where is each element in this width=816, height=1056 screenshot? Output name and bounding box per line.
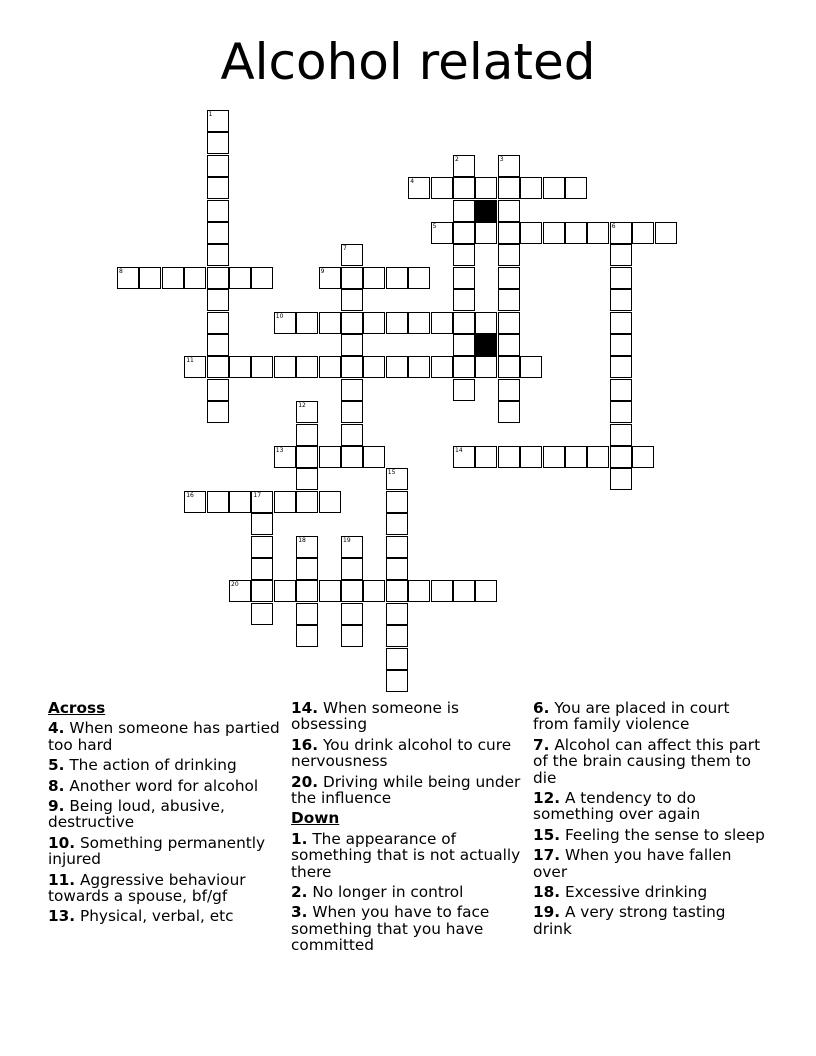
crossword-cell[interactable] <box>207 267 229 289</box>
crossword-cell[interactable] <box>207 356 229 378</box>
clue-number-15: 15 <box>387 469 396 477</box>
crossword-cell[interactable] <box>610 334 632 356</box>
clue-column-2 <box>291 700 526 958</box>
crossword-cell[interactable] <box>229 491 251 513</box>
crossword-cell[interactable] <box>386 267 408 289</box>
clue-text: Something permanently injured <box>48 833 266 869</box>
clue-number: 19. <box>533 903 561 922</box>
down-clue <box>533 884 768 900</box>
crossword-cell[interactable] <box>274 491 296 513</box>
crossword-cell[interactable] <box>229 267 251 289</box>
clue-text: Excessive drinking <box>560 883 708 902</box>
clue-text: You drink alcohol to cure nervousness <box>291 735 512 771</box>
clue-number-17: 17 <box>253 491 262 499</box>
clue-number: 3. <box>291 903 308 922</box>
crossword-cell[interactable] <box>207 289 229 311</box>
crossword-cell[interactable] <box>543 177 565 199</box>
crossword-cell[interactable] <box>610 424 632 446</box>
crossword-cell[interactable] <box>453 177 475 199</box>
crossword-cell[interactable] <box>251 356 273 378</box>
clue-number: 16. <box>291 735 319 754</box>
clue-number-1: 1 <box>208 111 213 118</box>
crossword-cell[interactable] <box>386 468 408 490</box>
crossword-cell[interactable] <box>341 401 363 423</box>
clue-number: 13. <box>48 907 76 926</box>
clue-number: 10. <box>48 833 76 852</box>
crossword-cell[interactable] <box>117 267 139 289</box>
clue-number-20: 20 <box>231 581 239 589</box>
clue-number-18: 18 <box>298 536 306 544</box>
clue-number: 18. <box>533 883 561 902</box>
crossword-cell[interactable] <box>498 312 520 334</box>
clue-text: Physical, verbal, etc <box>75 907 234 926</box>
crossword-cell[interactable] <box>341 267 363 289</box>
crossword-cell[interactable] <box>587 222 609 244</box>
down-clue <box>291 884 526 900</box>
crossword-cell[interactable] <box>408 267 430 289</box>
clue-number-19: 19 <box>343 536 351 544</box>
clue-number: 5. <box>48 756 65 775</box>
crossword-cell[interactable] <box>520 222 542 244</box>
crossword-cell[interactable] <box>386 670 408 692</box>
crossword-cell[interactable] <box>296 603 318 625</box>
clue-text: You are placed in court from family violence <box>533 699 730 734</box>
crossword-cell[interactable] <box>610 267 632 289</box>
crossword-cell[interactable] <box>520 356 542 378</box>
crossword-cell[interactable] <box>655 222 677 244</box>
clue-text: When someone has partied too hard <box>48 719 280 754</box>
clue-text: The action of drinking <box>64 756 237 775</box>
crossword-cell[interactable] <box>363 356 385 378</box>
across-heading: Across <box>48 699 106 717</box>
crossword-cell[interactable] <box>207 244 229 266</box>
crossword-cell[interactable] <box>453 580 475 602</box>
crossword-cell[interactable] <box>296 491 318 513</box>
clue-number: 9. <box>48 797 65 816</box>
across-clue <box>48 908 283 924</box>
crossword-cell[interactable] <box>453 155 475 177</box>
crossword-cell[interactable] <box>207 222 229 244</box>
clue-number-10: 10 <box>275 312 284 320</box>
crossword-cell[interactable] <box>431 222 453 244</box>
crossword-cell[interactable] <box>386 536 408 558</box>
clue-number: 1. <box>291 829 308 848</box>
crossword-cell[interactable] <box>610 356 632 378</box>
across-clue <box>48 835 283 868</box>
crossword-cell[interactable] <box>319 356 341 378</box>
crossword-cell[interactable] <box>610 401 632 423</box>
crossword-cell[interactable] <box>408 580 430 602</box>
crossword-cell[interactable] <box>229 356 251 378</box>
crossword-cell[interactable] <box>341 424 363 446</box>
clue-number: 14. <box>291 699 319 717</box>
crossword-cell[interactable] <box>341 379 363 401</box>
clue-number: 4. <box>48 719 65 738</box>
crossword-cell[interactable] <box>386 648 408 670</box>
crossword-cell[interactable] <box>453 334 475 356</box>
crossword-cell[interactable] <box>274 356 296 378</box>
crossword-cell[interactable] <box>386 580 408 602</box>
crossword-cell[interactable] <box>498 177 520 199</box>
clue-number-2: 2 <box>455 155 459 163</box>
crossword-cell[interactable] <box>341 244 363 266</box>
crossword-cell[interactable] <box>543 446 565 468</box>
crossword-cell[interactable] <box>319 580 341 602</box>
clue-text: No longer in control <box>307 883 464 902</box>
clue-number-13: 13 <box>275 447 284 454</box>
crossword-cell[interactable] <box>162 267 184 289</box>
clue-text: When you have fallen over <box>533 846 732 881</box>
clue-number-6: 6 <box>611 223 616 230</box>
crossword-cell[interactable] <box>610 222 632 244</box>
clue-number-14: 14 <box>455 447 463 454</box>
across-clue <box>291 700 526 733</box>
crossword-cell[interactable] <box>229 580 251 602</box>
clue-number: 17. <box>533 846 561 865</box>
crossword-cell[interactable] <box>251 558 273 580</box>
crossword-cell[interactable] <box>207 334 229 356</box>
clue-number-7: 7 <box>343 245 347 253</box>
crossword-cell[interactable] <box>498 334 520 356</box>
clue-number: 6. <box>533 699 550 717</box>
clue-text: Feeling the sense to sleep <box>560 825 765 844</box>
crossword-cell[interactable] <box>610 244 632 266</box>
crossword-cell[interactable] <box>341 558 363 580</box>
clue-number-3: 3 <box>499 155 504 163</box>
crossword-cell[interactable] <box>296 625 318 647</box>
crossword-cell[interactable] <box>453 289 475 311</box>
clue-text: When someone is obsessing <box>291 699 459 734</box>
crossword-cell[interactable] <box>341 289 363 311</box>
crossword-cell[interactable] <box>498 379 520 401</box>
black-cell <box>475 334 497 356</box>
clue-number-12: 12 <box>298 402 306 410</box>
crossword-cell[interactable] <box>363 267 385 289</box>
crossword-cell[interactable] <box>498 446 520 468</box>
crossword-cell[interactable] <box>565 177 587 199</box>
down-heading: Down <box>291 809 340 828</box>
crossword-cell[interactable] <box>498 289 520 311</box>
crossword-cell[interactable] <box>341 312 363 334</box>
clue-text: A tendency to do something over again <box>533 789 701 824</box>
clue-number-8: 8 <box>119 267 123 275</box>
clue-text: Another word for alcohol <box>64 776 259 795</box>
crossword-cell[interactable] <box>475 356 497 378</box>
down-clue <box>533 790 768 823</box>
across-clue <box>48 757 283 773</box>
crossword-cell[interactable] <box>431 356 453 378</box>
crossword-cell[interactable] <box>453 312 475 334</box>
down-clue <box>291 831 526 880</box>
crossword-cell[interactable] <box>296 580 318 602</box>
crossword-cell[interactable] <box>207 491 229 513</box>
clue-number: 7. <box>533 735 550 754</box>
crossword-cell[interactable] <box>207 200 229 222</box>
clue-text: Driving while being under the influence <box>291 772 521 808</box>
across-clue <box>291 774 526 807</box>
crossword-cell[interactable] <box>453 222 475 244</box>
clue-number: 11. <box>48 870 76 889</box>
clue-text: A very strong tasting drink <box>533 903 726 938</box>
crossword-cell[interactable] <box>453 356 475 378</box>
crossword-cell[interactable] <box>184 491 206 513</box>
crossword-cell[interactable] <box>453 446 475 468</box>
crossword-cell[interactable] <box>610 289 632 311</box>
crossword-cell[interactable] <box>431 177 453 199</box>
crossword-cell[interactable] <box>251 267 273 289</box>
crossword-cell[interactable] <box>207 177 229 199</box>
down-clue <box>291 904 526 953</box>
crossword-cell[interactable] <box>184 356 206 378</box>
down-clue <box>533 700 768 733</box>
crossword-cell[interactable] <box>632 222 654 244</box>
crossword-cell[interactable] <box>498 155 520 177</box>
crossword-cell[interactable] <box>319 491 341 513</box>
crossword-cell[interactable] <box>251 603 273 625</box>
crossword-cell[interactable] <box>453 379 475 401</box>
crossword-cell[interactable] <box>610 446 632 468</box>
crossword-cell[interactable] <box>341 334 363 356</box>
crossword-cell[interactable] <box>610 468 632 490</box>
crossword-cell[interactable] <box>498 267 520 289</box>
clue-number: 2. <box>291 883 308 902</box>
crossword-cell[interactable] <box>341 625 363 647</box>
clue-number: 12. <box>533 789 561 808</box>
crossword-cell[interactable] <box>587 446 609 468</box>
crossword-cell[interactable] <box>498 356 520 378</box>
crossword-cell[interactable] <box>408 356 430 378</box>
down-clue <box>533 737 768 786</box>
crossword-cell[interactable] <box>296 356 318 378</box>
crossword-cell[interactable] <box>274 580 296 602</box>
clue-number: 15. <box>533 825 561 844</box>
crossword-cell[interactable] <box>296 468 318 490</box>
clue-text: Alcohol can affect this part of the brain causing them to die <box>533 735 761 787</box>
crossword-cell[interactable] <box>543 222 565 244</box>
crossword-cell[interactable] <box>408 312 430 334</box>
across-clue <box>48 778 283 794</box>
crossword-cell[interactable] <box>498 200 520 222</box>
crossword-cell[interactable] <box>498 222 520 244</box>
crossword-cell[interactable] <box>363 580 385 602</box>
clue-column-1 <box>48 700 283 929</box>
clue-text: Aggressive behaviour towards a spouse, bf/gf <box>48 870 246 906</box>
crossword-cell[interactable] <box>475 177 497 199</box>
crossword-cell[interactable] <box>565 222 587 244</box>
across-clue <box>48 798 283 831</box>
crossword-cell[interactable] <box>386 356 408 378</box>
crossword-cell[interactable] <box>341 603 363 625</box>
crossword-cell[interactable] <box>498 401 520 423</box>
crossword-cell[interactable] <box>475 446 497 468</box>
crossword-cell[interactable] <box>207 401 229 423</box>
crossword-cell[interactable] <box>207 312 229 334</box>
page-title: Alcohol related <box>220 33 596 91</box>
crossword-cell[interactable] <box>296 401 318 423</box>
down-clue <box>533 827 768 843</box>
across-clue <box>48 872 283 905</box>
crossword-cell[interactable] <box>296 424 318 446</box>
crossword-cell[interactable] <box>341 356 363 378</box>
crossword-cell[interactable] <box>431 580 453 602</box>
crossword-cell[interactable] <box>498 244 520 266</box>
crossword-cell[interactable] <box>520 177 542 199</box>
across-clue <box>48 720 283 753</box>
crossword-cell[interactable] <box>520 446 542 468</box>
crossword-cell[interactable] <box>453 200 475 222</box>
crossword-cell[interactable] <box>475 580 497 602</box>
clue-text: When you have to face something that you have committed <box>291 903 490 955</box>
crossword-cell[interactable] <box>453 267 475 289</box>
clue-number: 20. <box>291 772 319 791</box>
clue-number-5: 5 <box>432 223 437 230</box>
crossword-cell[interactable] <box>475 222 497 244</box>
crossword-cell[interactable] <box>386 558 408 580</box>
crossword-cell[interactable] <box>207 379 229 401</box>
crossword-cell[interactable] <box>296 446 318 468</box>
crossword-cell[interactable] <box>296 558 318 580</box>
clue-text: The appearance of something that is not actually there <box>291 829 521 881</box>
crossword-cell[interactable] <box>341 580 363 602</box>
crossword-cell[interactable] <box>207 132 229 154</box>
crossword-cell[interactable] <box>408 177 430 199</box>
crossword-cell[interactable] <box>296 312 318 334</box>
crossword-cell[interactable] <box>139 267 161 289</box>
crossword-cell[interactable] <box>632 446 654 468</box>
crossword-cell[interactable] <box>431 312 453 334</box>
crossword-cell[interactable] <box>610 312 632 334</box>
crossword-cell[interactable] <box>386 312 408 334</box>
clue-number: 8. <box>48 776 65 795</box>
crossword-cell[interactable] <box>341 446 363 468</box>
down-clue <box>533 847 768 880</box>
clue-text: Being loud, abusive, destructive <box>48 797 225 832</box>
crossword-cell[interactable] <box>341 536 363 558</box>
crossword-cell[interactable] <box>251 491 273 513</box>
crossword-cell[interactable] <box>363 446 385 468</box>
crossword-cell[interactable] <box>453 244 475 266</box>
clue-number-4: 4 <box>410 178 415 186</box>
clue-number-9: 9 <box>320 267 325 275</box>
crossword-cell[interactable] <box>363 312 385 334</box>
crossword-cell[interactable] <box>296 536 318 558</box>
crossword-cell[interactable] <box>251 536 273 558</box>
crossword-cell[interactable] <box>386 603 408 625</box>
crossword-cell[interactable] <box>610 379 632 401</box>
crossword-cell[interactable] <box>319 446 341 468</box>
crossword-cell[interactable] <box>184 267 206 289</box>
crossword-cell[interactable] <box>475 312 497 334</box>
down-clue <box>533 904 768 937</box>
crossword-cell[interactable] <box>319 312 341 334</box>
crossword-cell[interactable] <box>207 110 229 132</box>
crossword-cell[interactable] <box>386 625 408 647</box>
clue-column-3 <box>533 700 768 941</box>
crossword-cell[interactable] <box>386 491 408 513</box>
crossword-cell[interactable] <box>251 513 273 535</box>
crossword-cell[interactable] <box>274 446 296 468</box>
crossword-cell[interactable] <box>251 580 273 602</box>
clue-number-11: 11 <box>186 357 194 365</box>
crossword-cell[interactable] <box>274 312 296 334</box>
clue-number-16: 16 <box>186 491 194 499</box>
crossword-cell[interactable] <box>386 513 408 535</box>
across-clue <box>291 737 526 770</box>
crossword-cell[interactable] <box>319 267 341 289</box>
crossword-cell[interactable] <box>565 446 587 468</box>
black-cell <box>475 200 497 222</box>
crossword-cell[interactable] <box>207 155 229 177</box>
